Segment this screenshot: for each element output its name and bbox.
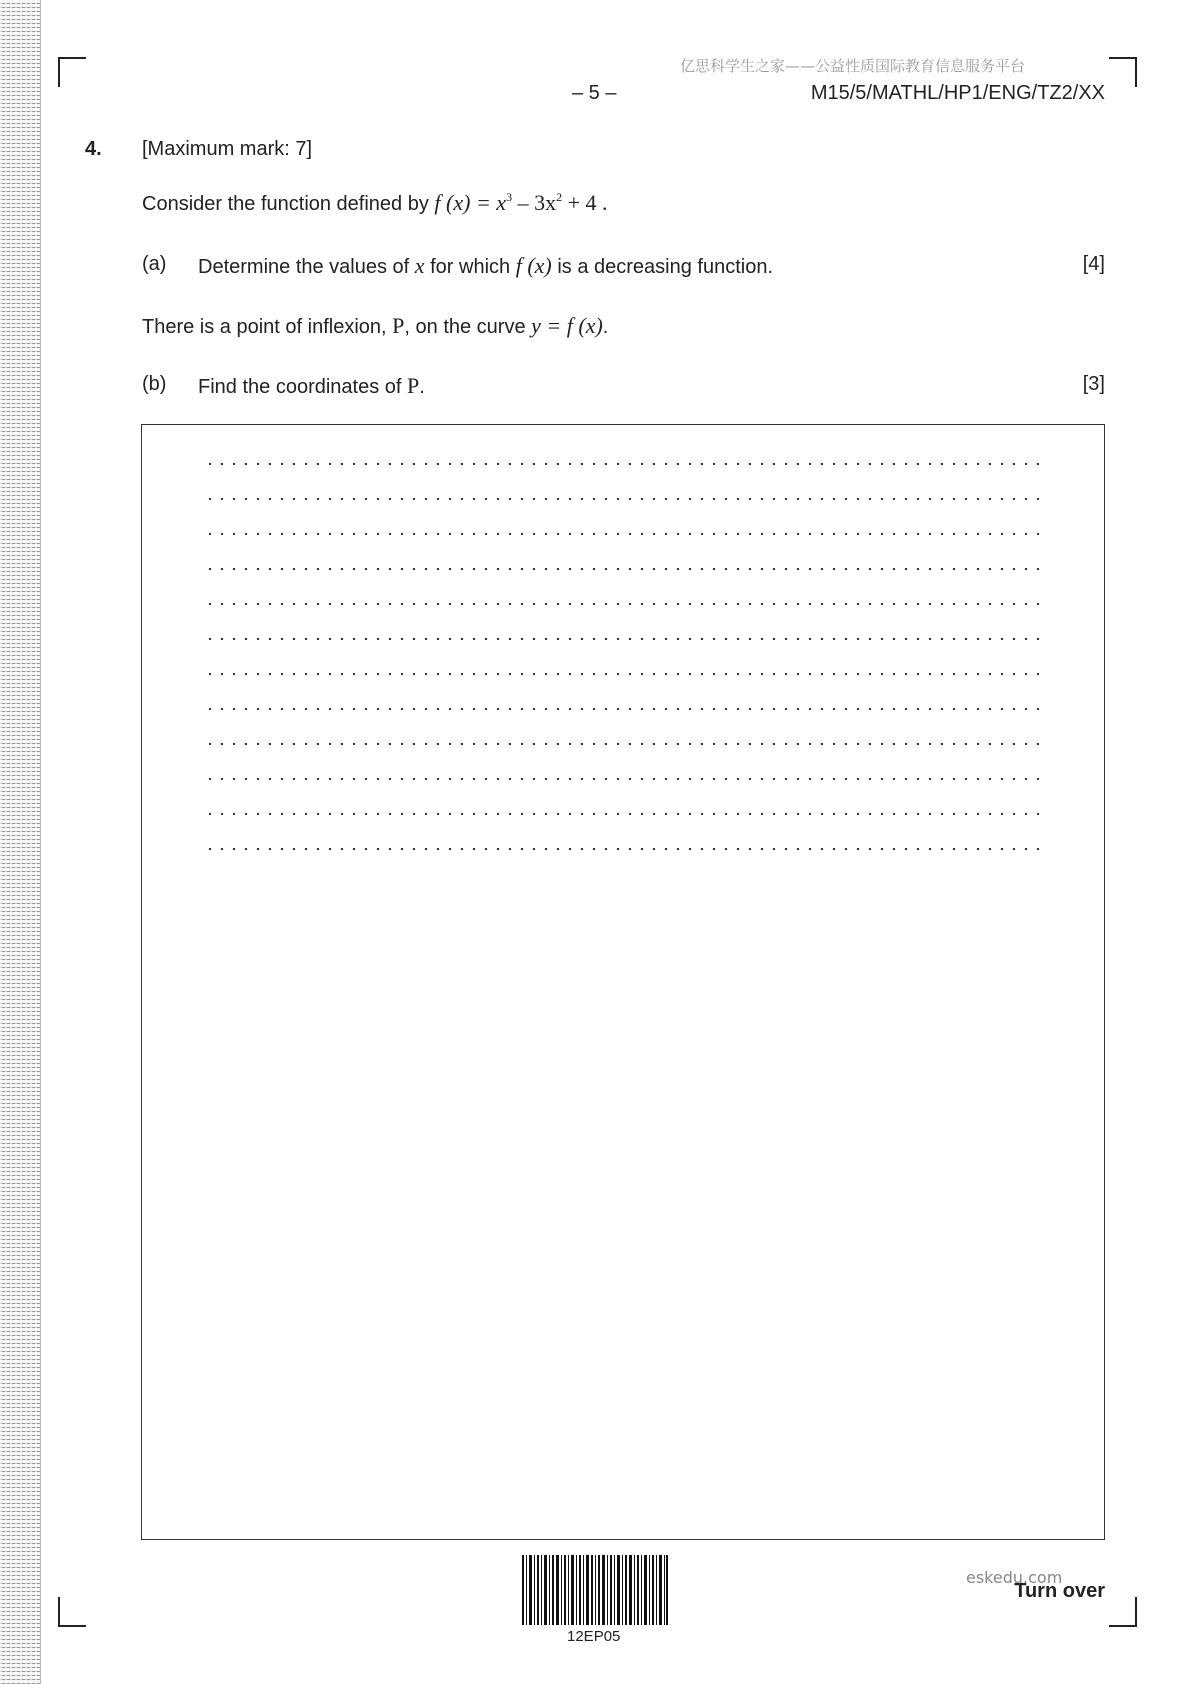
page-number: – 5 –	[572, 82, 617, 104]
barcode	[522, 1555, 668, 1625]
answer-line[interactable]	[204, 812, 1044, 816]
turn-over-text: Turn over	[1014, 1580, 1105, 1602]
answer-line[interactable]	[204, 742, 1044, 746]
variable-x: x	[414, 253, 425, 278]
crop-mark-top-left	[58, 57, 86, 87]
answer-line[interactable]	[204, 637, 1044, 641]
part-a-marks: [4]	[1082, 253, 1105, 275]
function-definition: f $(x) = x^3 - 3x^2 + 4$ .	[434, 190, 608, 215]
function-f-x: f (x)	[515, 253, 552, 278]
barcode-label: 12EP05	[567, 1628, 621, 1645]
crop-mark-top-right	[1109, 57, 1137, 87]
header-watermark: 亿思科学生之家——公益性质国际教育信息服务平台	[680, 57, 1026, 75]
answer-line[interactable]	[204, 462, 1044, 466]
answer-line[interactable]	[204, 777, 1044, 781]
part-a-text: Determine the values of x for which f (x) is a decreasing function.	[198, 253, 773, 278]
answer-line[interactable]	[204, 707, 1044, 711]
question-intro	[142, 190, 607, 216]
answer-line[interactable]	[204, 497, 1044, 501]
crop-mark-bottom-right	[1109, 1597, 1137, 1627]
answer-line[interactable]	[204, 672, 1044, 676]
paper-code: M15/5/MATHL/HP1/ENG/TZ2/XX	[810, 82, 1105, 104]
crop-mark-bottom-left	[58, 1597, 86, 1627]
answer-line[interactable]	[204, 532, 1044, 536]
part-a-label: (a)	[142, 253, 167, 275]
intro-text: Consider the function defined by	[142, 193, 429, 215]
maximum-mark: [Maximum mark: 7]	[142, 138, 313, 160]
answer-line[interactable]	[204, 847, 1044, 851]
page-edge-strip	[0, 0, 41, 1684]
answer-box[interactable]	[141, 424, 1105, 1540]
answer-line[interactable]	[204, 602, 1044, 606]
answer-line[interactable]	[204, 567, 1044, 571]
footer-watermark: eskedu.com	[966, 1568, 1063, 1587]
part-b-label: (b)	[142, 373, 167, 395]
part-b-text: Find the coordinates of P.	[198, 373, 425, 398]
question-number: 4.	[85, 138, 102, 160]
inflexion-statement: There is a point of inflexion, P, on the curve y = f (x).	[142, 313, 609, 338]
part-b-marks: [3]	[1082, 373, 1105, 395]
